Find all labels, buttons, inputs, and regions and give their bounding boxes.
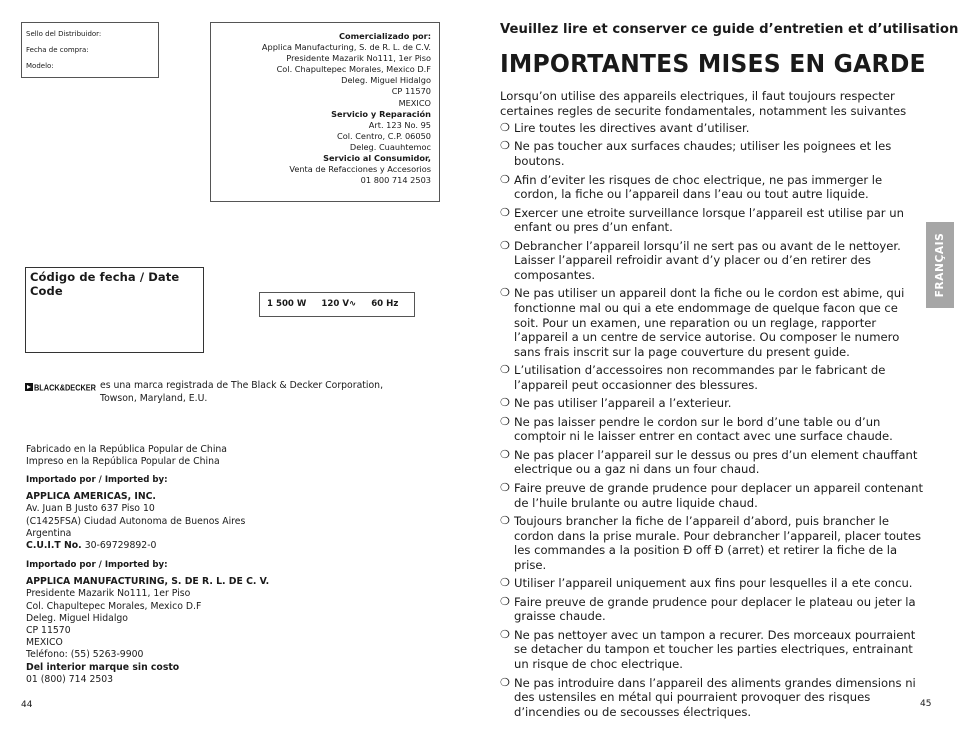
importer-heading: Importado por / Imported by:	[26, 560, 168, 570]
consumer-heading: Servicio al Consumidor,	[323, 153, 431, 164]
list-item-text: Ne pas introduire dans l’appareil des aliments grandes dimensions ni des ustensiles en métal qui pourraient provoquer des risques d’incendies ou de secousses électriques.	[514, 675, 916, 719]
importer-phone: Teléfono: (55) 5263-9900	[26, 649, 144, 661]
page-number-left: 44	[21, 700, 33, 710]
dealer-stamp-box	[21, 22, 159, 78]
list-item	[500, 576, 925, 591]
power-rating: 1 500 W	[267, 299, 307, 309]
list-item-text: Debrancher l’appareil lorsqu’il ne sert pas ou avant de le nettoyer. Laisser l’appareil refroidir avant d’y placer ou d’en retirer des composantes.	[514, 238, 901, 282]
bullet-icon: ❍	[500, 514, 510, 528]
list-item-text: L’utilisation d’accessoires non recommandes par le fabricant de l’appareil peut occasionner des blessures.	[514, 363, 886, 392]
list-item	[500, 239, 925, 283]
intro-paragraph: Lorsqu’on utilise des appareils electriques, il faut toujours respecter certaines regles de securite fondamentales, notamment les suivantes	[500, 89, 907, 118]
commercialized-line: Col. Chapultepec Morales, Mexico D.F	[276, 64, 431, 75]
commercialized-line: MEXICO	[398, 97, 431, 108]
bullet-icon: ❍	[500, 363, 510, 377]
toll-free-number: 01 (800) 714 2503	[26, 673, 114, 685]
bullet-icon: ❍	[500, 139, 510, 153]
list-item	[500, 514, 925, 572]
list-item	[500, 676, 925, 720]
bullet-icon: ❍	[500, 396, 510, 410]
bullet-icon: ❍	[500, 238, 510, 252]
list-item-text: Faire preuve de grande prudence pour deplacer le plateau ou jeter la graisse chaude.	[514, 594, 916, 624]
consumer-phone: 01 800 714 2503	[360, 175, 431, 186]
importer-address-line: (C1425FSA) Ciudad Autonoma de Buenos Aires	[26, 515, 246, 527]
importer-address-line: Col. Chapultepec Morales, Mexico D.F	[26, 600, 202, 612]
date-code-title: Código de fecha / Date Code	[30, 270, 180, 298]
list-item-text: Utiliser l’appareil uniquement aux fins pour lesquelles il a ete concu.	[514, 576, 913, 591]
page-title: IMPORTANTES MISES EN GARDE	[500, 49, 926, 78]
date-code-box	[25, 267, 204, 353]
importer-address-line: MEXICO	[26, 637, 63, 649]
bullet-icon: ❍	[500, 286, 510, 300]
list-item-text: Ne pas toucher aux surfaces chaudes; utiliser les poignees et les boutons.	[514, 139, 892, 169]
commercialized-line: Deleg. Miguel Hidalgo	[341, 75, 431, 86]
importer-mexico	[26, 559, 269, 686]
bullet-icon: ❍	[500, 675, 510, 689]
list-item-text: Ne pas utiliser un appareil dont la fiche ou le cordon est abime, qui fonctionne mal ou qui a ete endommage de quelque facon que ce soit. Pour un examen, une reparation ou un reglage, rapporter l’appareil a un centre de service autorise. Ou composer le numero sans frais inscrit sur la page couverture du present guide.	[514, 286, 905, 359]
cuit-label: C.U.I.T No.	[26, 540, 82, 552]
importer-address-line: CP 11570	[26, 625, 71, 637]
service-line: Art. 123 No. 95	[368, 119, 431, 130]
importer-company: APPLICA AMERICAS, INC.	[26, 491, 156, 503]
trademark-notice	[100, 380, 420, 405]
toll-free-label: Del interior marque sin costo	[26, 661, 180, 673]
list-item	[500, 448, 925, 477]
cuit-value: 30-69729892-0	[84, 540, 157, 552]
frequency-rating: 60 Hz	[371, 299, 399, 309]
trademark-line: es una marca registrada de The Black & Decker Corporation,	[100, 380, 384, 391]
purchase-date-label: Fecha de compra:	[26, 46, 89, 54]
distributor-label: Sello del Distribuidor:	[26, 30, 102, 38]
list-item	[500, 481, 925, 510]
language-tab-label: FRANÇAIS	[934, 232, 946, 298]
list-item	[500, 628, 925, 672]
importer-company: APPLICA MANUFACTURING, S. DE R. L. DE C. V.	[26, 576, 270, 588]
bullet-icon: ❍	[500, 480, 510, 494]
black-and-decker-logo-icon	[25, 381, 97, 393]
voltage-rating: 120 V∿	[321, 299, 357, 309]
list-item	[500, 121, 925, 136]
importer-heading: Importado por / Imported by:	[26, 475, 168, 485]
commercialized-heading: Comercializado por:	[339, 31, 431, 41]
list-item	[500, 173, 925, 202]
commercialized-line: Applica Manufacturing, S. de R. L. de C.V.	[261, 42, 431, 53]
bullet-icon: ❍	[500, 447, 510, 461]
service-line: Col. Centro, C.P. 06050	[337, 130, 431, 141]
bullet-icon: ❍	[500, 627, 510, 641]
commercialized-line: Presidente Mazarik No111, 1er Piso	[286, 53, 431, 64]
list-item	[500, 415, 925, 444]
electrical-rating-box	[259, 292, 415, 317]
page-number-right: 45	[920, 699, 932, 709]
bullet-icon: ❍	[500, 205, 510, 219]
commercialized-by-box	[210, 22, 440, 202]
list-item-text: Ne pas nettoyer avec un tampon a recurer. Des morceaux pourraient se detacher du tampon et toucher les parties electriques, entrainant un risque de choc electrique.	[514, 627, 916, 672]
list-item-text: Exercer une etroite surveillance lorsque l’appareil est utilise par un enfant ou pres d’un enfant.	[514, 205, 904, 235]
safety-list	[500, 121, 925, 723]
list-item	[500, 396, 925, 411]
list-item-text: Toujours brancher la fiche de l’appareil d’abord, puis brancher le cordon dans la prise murale. Pour debrancher l’appareil, placer toutes les commandes a la position Ð off Ð (arret) et retirer la fiche de la prise.	[514, 514, 921, 572]
bullet-icon: ❍	[500, 172, 510, 186]
trademark-line: Towson, Maryland, E.U.	[100, 392, 208, 404]
list-item	[500, 363, 925, 392]
importer-address-line: Presidente Mazarik No111, 1er Piso	[26, 588, 191, 600]
bullet-icon: ❍	[500, 414, 510, 428]
consumer-line: Venta de Refacciones y Accesorios	[289, 164, 431, 175]
cuit-line	[26, 540, 245, 552]
importer-address-line: Deleg. Miguel Hidalgo	[26, 612, 128, 624]
list-item-text: Ne pas utiliser l’appareil a l’exterieur.	[514, 396, 732, 411]
bullet-icon: ❍	[500, 594, 510, 608]
made-in-line: Fabricado en la República Popular de China	[26, 444, 227, 455]
list-item-text: Ne pas laisser pendre le cordon sur le bord d’une table ou d’un comptoir ni le laisser entrer en contact avec une surface chaude.	[514, 414, 893, 444]
list-item-text: Faire preuve de grande prudence pour deplacer un appareil contenant de l’huile brulante ou autre liquide chaud.	[514, 480, 924, 510]
commercialized-line: CP 11570	[391, 86, 431, 97]
list-item	[500, 139, 925, 168]
importer-argentina	[26, 474, 245, 552]
guide-subtitle: Veuillez lire et conserver ce guide d’entretien et d’utilisation	[500, 22, 958, 37]
importer-address-line: Av. Juan B Justo 637 Piso 10	[26, 503, 155, 515]
service-line: Deleg. Cuauhtemoc	[349, 141, 431, 152]
language-tab	[926, 222, 954, 308]
importer-address-line: Argentina	[26, 527, 72, 539]
list-item-text: Afin d’eviter les risques de choc electrique, ne pas immerger le cordon, la fiche ou l’appareil dans l’eau ou tout autre liquide.	[514, 172, 883, 202]
list-item	[500, 595, 925, 624]
list-item	[500, 206, 925, 235]
list-item	[500, 286, 925, 359]
bullet-icon: ❍	[500, 576, 510, 590]
origin-notice	[26, 444, 227, 468]
list-item-text: Ne pas placer l’appareil sur le dessus ou pres d’un element chauffant electrique ou a gaz ni dans un four chaud.	[514, 447, 918, 477]
service-heading: Servicio y Reparación	[331, 108, 431, 119]
list-item-text: Lire toutes les directives avant d’utiliser.	[514, 121, 750, 135]
bullet-icon: ❍	[500, 121, 510, 134]
model-label: Modelo:	[26, 62, 54, 70]
printed-in-line: Impreso en la República Popular de China	[26, 456, 220, 467]
svg-text:BLACK&DECKER: BLACK&DECKER	[34, 382, 96, 393]
